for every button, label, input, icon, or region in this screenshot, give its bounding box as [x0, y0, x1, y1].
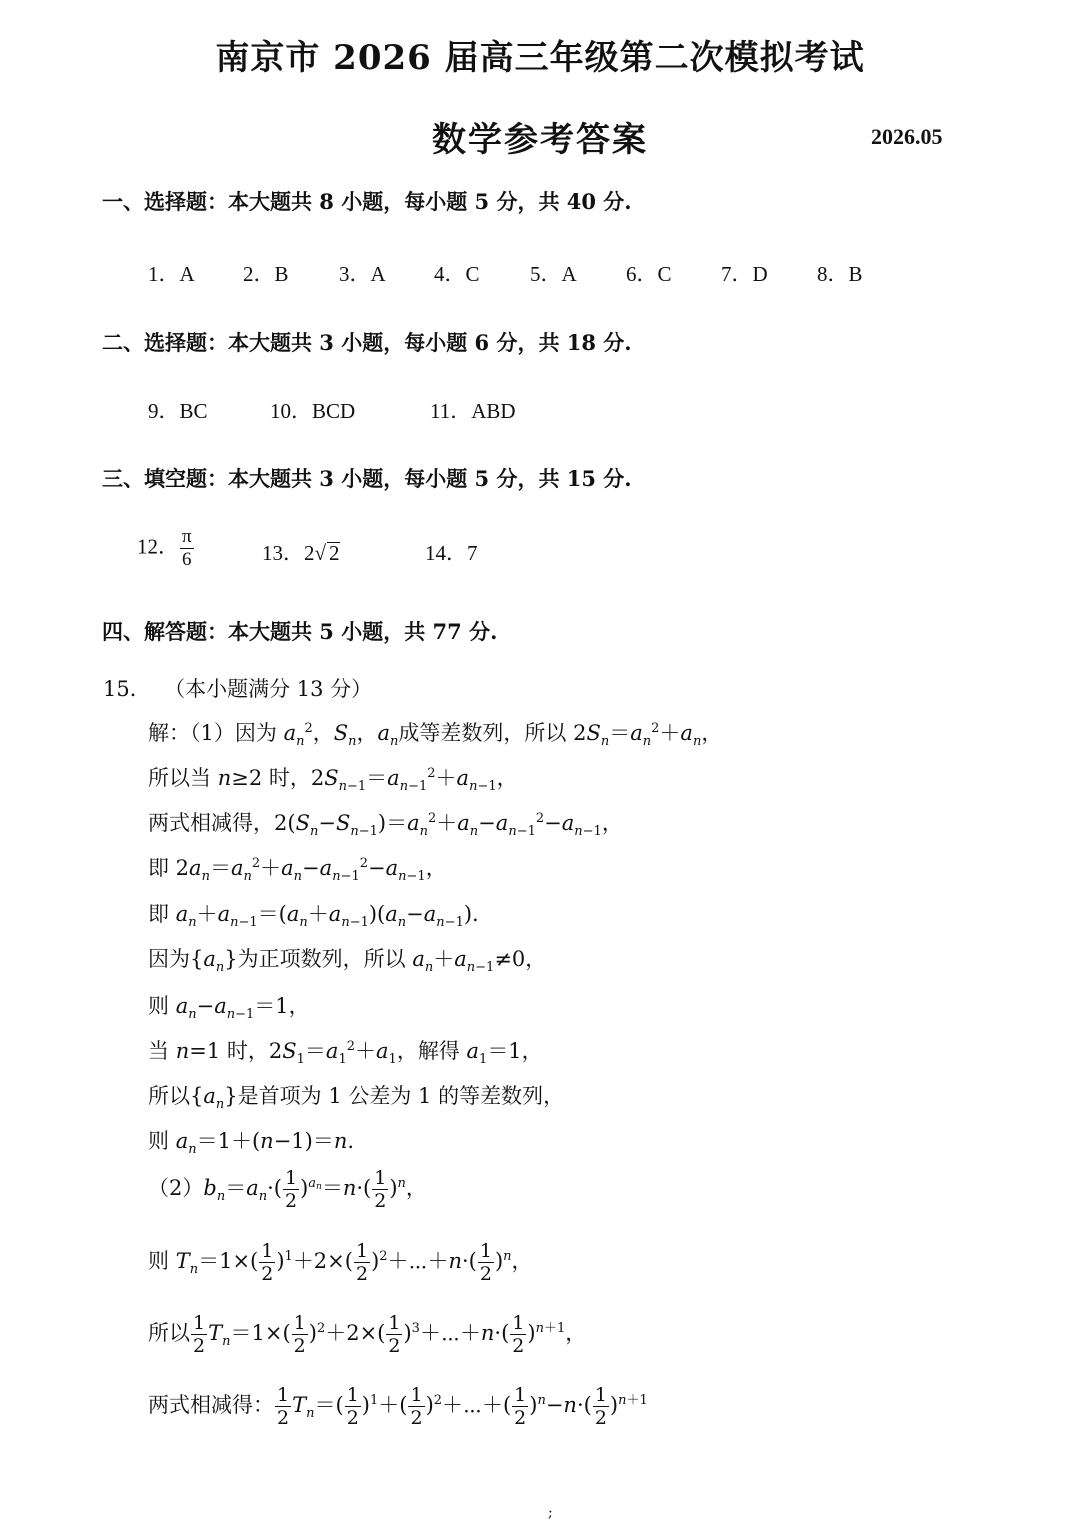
section-heading-4: 四、解答题：本大题共 5 小题，共 77 分. — [102, 619, 498, 644]
answer-13: 13．2√ 2 — [262, 541, 340, 565]
solution-line-7: 则 $a_n-a_{n-1}=1$， — [148, 994, 310, 1022]
solution-line-5: 即 $a_n+a_{n-1}=(a_n+a_{n-1})(a_n-a_{n-1})$. — [148, 902, 479, 930]
page-title: 南京市 2026 届高三年级第二次模拟考试 — [215, 38, 865, 78]
section-heading-3: 三、填空题：本大题共 3 小题，每小题 5 分，共 15 分. — [102, 466, 632, 491]
solution-line-8: 当 n=1 时，$2S_1=a_1^2+a_1$，解得 $a_1=1$， — [148, 1039, 543, 1067]
answer-9: 9．BC — [148, 399, 208, 423]
solution-line-14: 两式相减得： $\frac{1}{2}$ $T_n=$( $\frac{1}{2}$ )$^1$＋( $\frac{1}{2}$ )$^2$＋⋯＋( $\frac{1}{2}$ )$^n$−n·( $\frac{1}{2}$ )$^{n+1}$ — [148, 1384, 648, 1429]
footer-mark: ; — [548, 1505, 553, 1521]
section-heading-1: 一、选择题：本大题共 8 小题，每小题 5 分，共 40 分. — [102, 189, 632, 214]
solution-line-4: 即 $2a_n=a_n^2+a_n-a_{n-1}^2-a_{n-1}$， — [148, 856, 447, 884]
page-subtitle: 数学参考答案 — [432, 120, 648, 160]
solution-line-12: 则 $T_n=1\times$( $\frac{1}{2}$ )$^1$＋2×( $\frac{1}{2}$ )$^2$＋⋯＋n·( $\frac{1}{2}$ )$^n$， — [148, 1240, 533, 1285]
answer-3: 3．A — [339, 262, 386, 286]
solution-line-6: 因为$\{a_n\}$为正项数列，所以 $a_n+a_{n-1}\ne 0$， — [148, 947, 547, 975]
answer-5: 5．A — [530, 262, 577, 286]
solution-line-2: 所以当 n≥2 时，$2S_{n-1}=a_{n-1}^2+a_{n-1}$， — [148, 766, 518, 794]
solution-line-9: 所以$\{a_n\}$是首项为 1 公差为 1 的等差数列， — [148, 1084, 565, 1112]
section-heading-2: 二、选择题：本大题共 3 小题，每小题 6 分，共 18 分. — [102, 330, 632, 355]
problem-15-number: 15． （本小题满分 13 分） — [103, 677, 373, 701]
answer-7: 7．D — [721, 262, 768, 286]
solution-line-3: 两式相减得，$2(S_n-S_{n-1})=a_n^2+a_n-a_{n-1}^2-a_{n-1}$， — [148, 811, 623, 839]
answer-8: 8．B — [817, 262, 863, 286]
answer-2: 2．B — [243, 262, 289, 286]
answer-11: 11．ABD — [430, 399, 516, 423]
answer-1: 1．A — [148, 262, 195, 286]
solution-line-13: 所以 $\frac{1}{2}$ $T_n=1\times$( $\frac{1}{2}$ )$^2$＋2×( $\frac{1}{2}$ )$^3$＋⋯＋n·( $\frac{1}{2}$ )$^{n+1}$， — [148, 1312, 587, 1357]
answer-12: 12． $\frac{\pi}{6}$ — [137, 526, 192, 570]
answer-6: 6．C — [626, 262, 672, 286]
answer-14: 14．7 — [425, 541, 478, 565]
answer-10: 10．BCD — [270, 399, 356, 423]
solution-line-1: 解：（1）因为 $a_n^2$，$S_n$，$a_n$成等差数列，所以 $2S_n=a_n^2+a_n$， — [148, 721, 723, 749]
solution-line-10: 则 $a_n=1+(n-1)=n$. — [148, 1129, 355, 1157]
exam-date: 2026.05 — [871, 124, 943, 149]
solution-line-11: $(2)b_n=a_n\cdot$( $\frac{1}{2}$ )$^{a_n}$＝n·( $\frac{1}{2}$ )$^n$， — [148, 1167, 427, 1212]
answer-4: 4．C — [434, 262, 480, 286]
